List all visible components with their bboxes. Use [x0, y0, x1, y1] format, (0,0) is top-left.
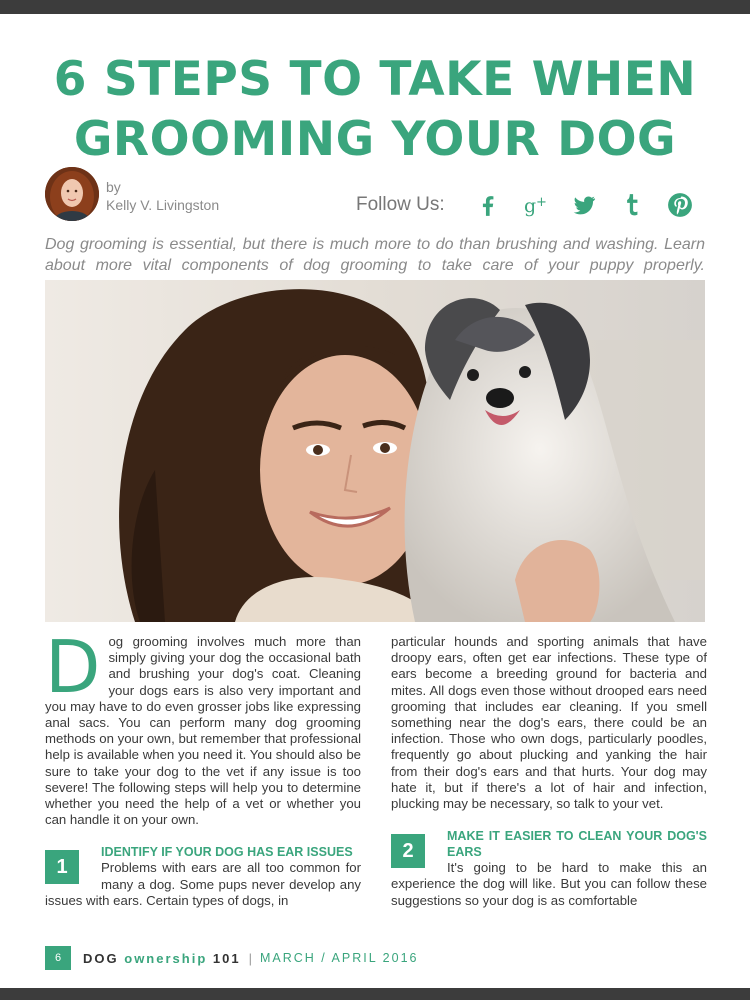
- step-text: It's going to be hard to make this an experience the dog will like. But you can follow these suggestions so your dog is as comfortable: [391, 860, 707, 908]
- tumblr-icon[interactable]: [617, 190, 647, 220]
- svg-text:g: g: [523, 195, 536, 217]
- page-footer: [45, 946, 419, 970]
- byline: [106, 178, 219, 214]
- step-text: Problems with ears are all too common for many a dog. Some pups never develop any issues with ears. Certain types of dogs, in: [45, 860, 361, 908]
- step-1: [45, 844, 361, 909]
- author-avatar: [45, 167, 99, 221]
- intro-text: og grooming involves much more than simply giving your dog the occasional bath and brushing your dog's coat. Cleaning your dogs ears is also very important and you may have to do even grosser jobs like expressing anal sacs. You can perform many dog grooming methods on your own, but remember that professional help is available when you need it. You should also be sure to take your dog to the vet if any issue is too severe! The following steps will help you to determine whether you need the help of a vet or whether you can handle it on your own.: [45, 634, 361, 828]
- pinterest-icon[interactable]: [665, 190, 695, 220]
- magazine-name-dog: DOG: [83, 950, 119, 966]
- step-heading: IDENTIFY IF YOUR DOG HAS EAR ISSUES: [101, 845, 353, 860]
- article-deck: Dog grooming is essential, but there is much more to do than brushing and washing. Learn about more vital components of dog grooming to take care of your puppy properly.: [45, 236, 705, 274]
- follow-label: Follow Us:: [356, 194, 445, 215]
- intro-paragraph: [45, 634, 361, 828]
- step-number-badge: 1: [45, 850, 79, 884]
- column-left: [45, 634, 361, 939]
- google-plus-icon[interactable]: [521, 190, 551, 220]
- twitter-icon[interactable]: [569, 190, 599, 220]
- footer-separator: |: [248, 950, 252, 966]
- magazine-page: [0, 14, 750, 988]
- magazine-name: [83, 951, 241, 966]
- bottom-bar: [0, 988, 750, 1000]
- article-title: [0, 50, 750, 170]
- top-bar: [0, 0, 750, 14]
- page-number: 6: [45, 946, 71, 970]
- step-heading: MAKE IT EASIER TO CLEAN YOUR DOG'S EARS: [447, 829, 707, 860]
- title-line-1: 6 STEPS TO TAKE WHEN: [53, 52, 697, 107]
- hero-photo: [45, 280, 705, 622]
- author-name[interactable]: Kelly V. Livingston: [106, 197, 220, 213]
- step-number-badge: 2: [391, 834, 425, 868]
- issue-date: MARCH / APRIL 2016: [259, 951, 419, 965]
- drop-cap: D: [45, 634, 101, 709]
- title-line-2: GROOMING YOUR DOG: [73, 112, 677, 167]
- column-right: [391, 634, 707, 939]
- facebook-icon[interactable]: [473, 190, 503, 220]
- step-2: [391, 828, 707, 909]
- follow-us: [356, 190, 695, 220]
- magazine-name-ownership: ownership: [124, 950, 208, 966]
- svg-text:+: +: [535, 195, 547, 210]
- body-paragraph: particular hounds and sporting animals that have droopy ears, often get ear infections. These type of ears become a breeding ground for bacteria and mites. All dogs even those without drooped ears need grooming that includes ear cleaning. If you smell something near the dog's ears, there could be an infection. Those who own dogs, particularly poodles, frequently go about plucking and yanking the hair from their dog's ears and that hurts. Your dog may hate it, but if there's a lot of hair and infection, plucking may be necessary, so talk to your vet.: [391, 634, 707, 812]
- magazine-name-101: 101: [212, 950, 241, 966]
- byline-by: by: [106, 179, 121, 195]
